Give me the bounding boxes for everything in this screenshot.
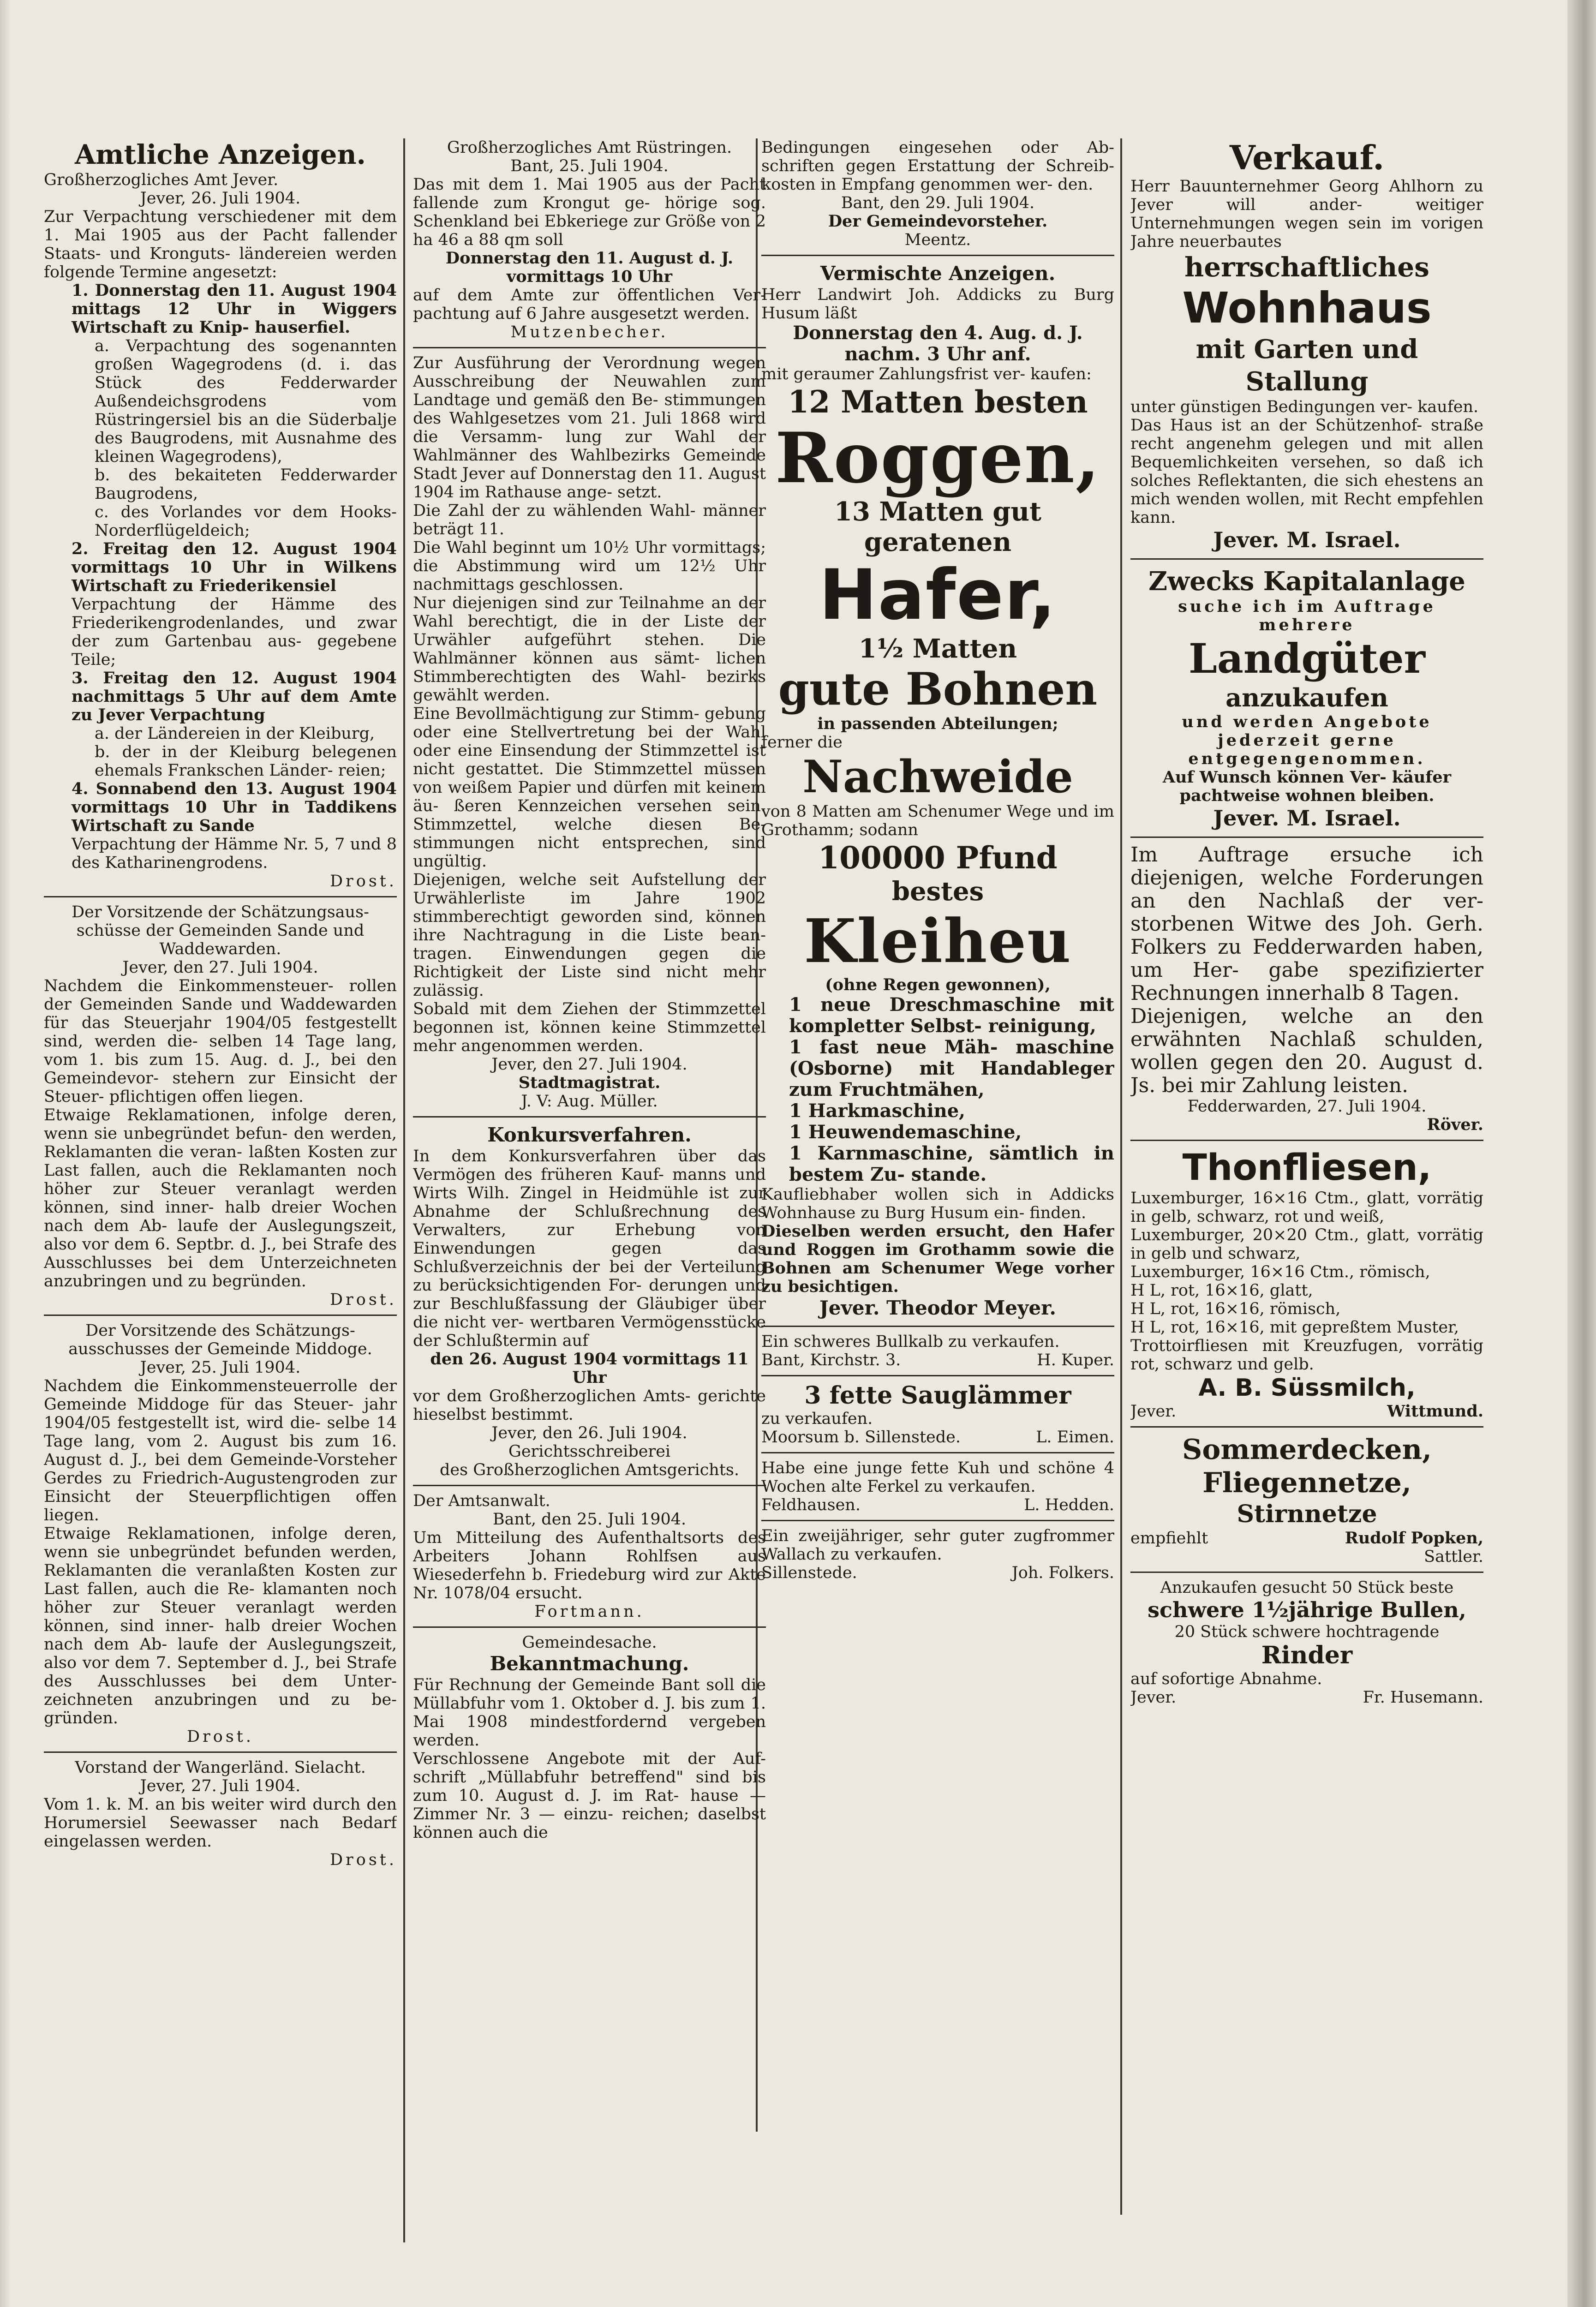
ad-name: Fr. Husemann. — [1363, 1688, 1483, 1707]
section-heading-vermischte: Vermischte Anzeigen. — [820, 262, 1056, 285]
ad-signature: A. B. Süssmilch, — [1198, 1374, 1416, 1402]
ad-text: Luxemburger, 16×16 Ctm., glatt, vorrätig in gelb, schwarz, rot und weiß, — [1130, 1189, 1483, 1226]
notice-header: Gemeindesache. — [522, 1633, 657, 1652]
notice-text: Bedingungen eingesehen oder Ab- schriften gegen Erstattung der Schreib- kosten in Empfang genommen wer- den. — [761, 138, 1114, 194]
divider — [413, 1485, 766, 1486]
divider — [44, 896, 397, 897]
ad-place: Jever. — [1130, 1688, 1177, 1707]
ad-text: Herr Landwirt Joh. Addicks zu Burg Husum läßt — [761, 286, 1114, 323]
notice-text: Diejenigen, welche seit Aufstellung der Urwählerliste im Jahre 1902 stimmberechtigt geworden sind, können ihre Nachtragung in die Liste bean- tragen. Einwendungen gegen die Richtigkeit der Liste sind nicht mehr zulässig. — [413, 871, 766, 1000]
divider — [413, 347, 766, 348]
ad-line: geratenen — [864, 527, 1012, 557]
notice-amtsanwalt — [413, 1492, 766, 1621]
ad-text: Im Auftrage ersuche ich diejenigen, welche Forderungen an den Nachlaß der ver- storbenen Witwe des Joh. Gerh. Folkers zu Fedderwarden haben, um Her- gabe spezifizierter Rechnungen innerhalb 8 Tagen. — [1130, 843, 1483, 1005]
ad-text: Habe eine junge fette Kuh und schöne 4 Wochen alte Ferkel zu verkaufen. — [761, 1459, 1114, 1496]
notice-text: Vom 1. k. M. an bis weiter wird durch den Horumersiel Seewasser nach Bedarf eingelassen werden. — [44, 1795, 397, 1851]
notice-header: Vorstand der Wangerländ. Sielacht. — [75, 1758, 366, 1777]
ad-bullkalb — [761, 1333, 1114, 1369]
notice-signature: Drost. — [329, 872, 397, 891]
notice-signature: Gerichtsschreiberei — [508, 1442, 671, 1461]
notice-text: Nachdem die Einkommensteuerrolle der Gemeinde Middoge für das Steuer- jahr 1904/05 festgestellt ist, wird die- selbe 14 Tage lang, vom 2. August bis zum 16. August d. J., bei dem Gemeinde-Vorsteher Gerdes zu Friedrich-Augustengroden zur Einsicht der Steuerpflichtigen offen liegen. — [44, 1377, 397, 1524]
notice-subitem: c. des Vorlandes vor dem Hooks-Norderflügeldeich; — [95, 503, 397, 540]
notice-continued — [761, 138, 1114, 249]
column-rule-3 — [1120, 138, 1122, 2215]
notice-text: Nachdem die Einkommensteuer- rollen der Gemeinden Sande und Waddewarden für das Steuerjahr 1904/05 festgestellt sind, werden die- selben 14 Tage lang, vom 1. bis zum 15. Aug. d. J., bei den Gemeindevor- stehern zur Einsicht der Steuer- pflichtigen offen liegen. — [44, 977, 397, 1106]
ad-item: 1 Harkmaschine, — [789, 1100, 966, 1122]
page-left-edge — [0, 0, 10, 2307]
ad-heading: Verkauf. — [1229, 138, 1385, 177]
ad-signature-row — [761, 1564, 1114, 1582]
notice-subitem: a. der Ländereien in der Kleiburg, — [95, 724, 375, 743]
ad-line: Fliegennetze, — [1202, 1467, 1411, 1499]
notice-signature: Stadtmagistrat. — [518, 1073, 661, 1092]
notice-text: Die Zahl der zu wählenden Wahl- männer beträgt 11. — [413, 502, 766, 538]
ad-line: in passenden Abteilungen; — [817, 714, 1058, 733]
notice-text: Verschlossene Angebote mit der Auf- schrift „Müllabfuhr betreffend" sind bis zum 10. August d. J. im Rat- hause — Zimmer Nr. 3 — einzu- reichen; daselbst können auch die — [413, 1750, 766, 1842]
notice-text: Nur diejenigen sind zur Teilnahme an der Wahl berechtigt, die in der Liste der Urwähler aufgeführt stehen. Die Wahlmänner können aus sämt- lichen Stimmberechtigten des Wahl- bezirks gewählt werden. — [413, 594, 766, 705]
notice-date: Jever, 27. Juli 1904. — [140, 1777, 301, 1795]
notice-heading: Bekanntmachung. — [490, 1652, 689, 1675]
ad-text: 20 Stück schwere hochtragende — [1174, 1623, 1440, 1641]
notice-office: Großherzogliches Amt Jever. — [44, 171, 279, 189]
ad-text: unter günstigen Bedingungen ver- kaufen. — [1130, 398, 1479, 416]
ad-signature-row — [1130, 1688, 1483, 1707]
notice-item-2: 2. Freitag den 12. August 1904 vormittags 10 Uhr in Wilkens Wirtschaft zu Friederikensiel — [72, 539, 397, 595]
notice-signature: Der Gemeindevorsteher. — [828, 212, 1048, 231]
ad-line: Sommerdecken, — [1182, 1434, 1432, 1466]
ad-text: Ein schweres Bullkalb zu verkaufen. — [761, 1333, 1060, 1351]
ad-signature-row — [1130, 1402, 1483, 1421]
ad-text: Das Haus ist an der Schützenhof- straße recht angenehm gelegen und mit allen Bequemlichkeiten versehen, so daß ich solches Reflektanten, die sich ehestens an mich wenden wollen, mit Recht empfehlen kann. — [1130, 416, 1483, 527]
ad-place: Jever. — [1130, 1402, 1177, 1421]
ad-heading: Zwecks Kapitalanlage — [1148, 566, 1465, 597]
divider — [413, 1626, 766, 1628]
notice-signature: Drost. — [329, 1851, 397, 1869]
ad-line: 12 Matten besten — [788, 384, 1088, 420]
notice-signature: J. V: Aug. Müller. — [521, 1092, 658, 1111]
ad-place: Moorsum b. Sillenstede. — [761, 1428, 961, 1446]
ad-popken — [1130, 1433, 1483, 1566]
notice-header: Großherzogliches Amt Rüstringen. — [447, 138, 732, 157]
ad-display-roggen: Roggen, — [775, 418, 1101, 499]
ad-text: Luxemburger, 20×20 Ctm., glatt, vorrätig in gelb und schwarz, — [1130, 1226, 1483, 1263]
ad-line: herrschaftliches — [1184, 251, 1429, 283]
notice-date: Jever, den 27. Juli 1904. — [491, 1055, 687, 1074]
notice-item-1: 1. Donnerstag den 11. August 1904 mittags 12 Uhr in Wiggers Wirtschaft zu Knip- hauserfiel. — [72, 281, 397, 337]
notice-header: Der Vorsitzende des Schätzungs- ausschusses der Gemeinde Middoge. — [68, 1321, 372, 1358]
ad-place: Sillenstede. — [761, 1564, 857, 1582]
ad-text: von 8 Matten am Schenumer Wege und im Grothamm; sodann — [761, 802, 1114, 839]
ad-item: 1 neue Dreschmaschine mit kompletter Selbst- reinigung, — [789, 994, 1114, 1037]
notice-date: Bant, den 25. Juli 1904. — [492, 1510, 687, 1529]
notice-signature: Drost. — [186, 1727, 254, 1746]
ad-thonfliesen — [1130, 1147, 1483, 1421]
notice-item-3: 3. Freitag den 12. August 1904 nachmittags 5 Uhr auf dem Amte zu Jever Verpachtung — [72, 669, 397, 724]
ad-name: L. Eimen. — [1036, 1428, 1114, 1446]
ad-item: 1 Heuwendemaschine, — [789, 1121, 1022, 1143]
ad-item: 1 fast neue Mäh- maschine (Osborne) mit Handableger zum Fruchtmähen, — [789, 1036, 1114, 1100]
ad-heading: Thonfliesen, — [1182, 1147, 1432, 1189]
ad-place: Bant, Kirchstr. 3. — [761, 1351, 901, 1369]
ad-display-landgueter: Landgüter — [1189, 634, 1425, 682]
divider — [761, 1452, 1114, 1453]
notice-amt-jever — [44, 171, 397, 891]
ad-text: H L, rot, 16×16, glatt, — [1130, 1281, 1313, 1300]
ad-name: H. Kuper. — [1037, 1351, 1114, 1369]
notice-header: Der Amtsanwalt. — [413, 1492, 550, 1510]
notice-text: vor dem Großherzoglichen Amts- gerichte hieselbst bestimmt. — [413, 1387, 766, 1424]
ad-line: suche ich im Auftrage mehrere — [1178, 597, 1436, 634]
ad-text: Anzukaufen gesucht 50 Stück beste — [1160, 1578, 1454, 1597]
section-heading-amtliche: Amtliche Anzeigen. — [75, 139, 366, 170]
divider — [44, 1751, 397, 1753]
ad-signature-row — [761, 1496, 1114, 1514]
notice-date: Jever, den 27. Juli 1904. — [122, 958, 318, 977]
ad-date: Fedderwarden, 27. Juli 1904. — [1187, 1097, 1427, 1116]
ad-kapitalanlage — [1130, 565, 1483, 831]
notice-konkurs — [413, 1123, 766, 1479]
notice-signature: Fortmann. — [534, 1602, 645, 1621]
notice-text: Für Rechnung der Gemeinde Bant soll die Müllabfuhr vom 1. Oktober d. J. bis zum 1. Mai 1908 mindestfordernd vergeben werden. — [413, 1676, 766, 1750]
divider — [1130, 558, 1483, 560]
ad-text: Luxemburger, 16×16 Ctm., römisch, — [1130, 1263, 1430, 1281]
ad-text: empfiehlt — [1130, 1529, 1208, 1548]
ad-signature: Jever. M. Israel. — [1213, 527, 1401, 552]
ad-role: Sattler. — [1424, 1548, 1483, 1566]
divider — [1130, 1572, 1483, 1573]
notice-text: Sobald mit dem Ziehen der Stimmzettel begonnen ist, können keine Stimmzettel mehr angenommen werden. — [413, 1000, 766, 1055]
ad-addicks-auction — [761, 262, 1114, 1320]
divider — [761, 1375, 1114, 1376]
ad-name: Rudolf Popken, — [1345, 1529, 1483, 1548]
ad-line: 1½ Matten — [858, 634, 1017, 664]
notice-text: Um Mitteilung des Aufenthaltsorts des Arbeiters Johann Rohlfsen aus Wiesederfehn b. Friedeburg wird zur Akte Nr. 1078/04 ersucht. — [413, 1529, 766, 1602]
divider — [761, 1520, 1114, 1521]
notice-text: Zur Ausführung der Verordnung wegen Ausschreibung der Neuwahlen zum Landtage und gemäß den Be- stimmungen des Wahlgesetzes vom 21. Juli 1868 wird die Versamm- lung zur Wahl der Wahlmänner des Wahlbezirks Gemeinde Stadt Jever auf Donnerstag den 11. August 1904 im Rathause ange- setzt. — [413, 354, 766, 502]
ad-display-nachweide: Nachweide — [802, 751, 1073, 803]
ad-text: Ein zweijähriger, sehr guter zugfrommer Wallach zu verkaufen. — [761, 1527, 1114, 1564]
notice-subitem: a. Verpachtung des sogenannten großen Wagegrodens (d. i. das Stück des Fedderwarder Außendeichsgrodens vom Rüstringersiel bis an die Süderbalje des Baugrodens, mit Ausnahme des kleinen Wagegrodens), — [95, 337, 397, 466]
ad-nachlass-folkers — [1130, 843, 1483, 1134]
notice-signature: des Großherzoglichen Amtsgerichts. — [440, 1461, 739, 1479]
notice-text: Die Wahl beginnt um 10½ Uhr vormittags; die Abstimmung wird um 12½ Uhr nachmittags geschlossen. — [413, 538, 766, 594]
ad-place: Wittmund. — [1387, 1402, 1483, 1421]
ad-wallach — [761, 1527, 1114, 1582]
notice-text: Zur Verpachtung verschiedener mit dem 1. Mai 1905 aus der Pacht fallender Staats- und Kronguts- ländereien werden folgende Termine angesetzt: — [44, 208, 397, 281]
notice-gemeindesache — [413, 1633, 766, 1842]
notice-subitem: b. des bekaiteten Fedderwarder Baugrodens, — [95, 466, 397, 503]
notice-heading: Konkursverfahren. — [487, 1124, 692, 1146]
notice-text: auf dem Amte zur öffentlichen Ver- pachtung auf 6 Jahre ausgesetzt werden. — [413, 286, 766, 323]
ad-line: Auf Wunsch können Ver- käufer pachtweise wohnen bleiben. — [1162, 768, 1452, 805]
divider — [44, 1315, 397, 1316]
ad-kuh-ferkel — [761, 1459, 1114, 1514]
notice-subitem: Verpachtung der Hämme des Friederikengrodenlandes, und zwar der zum Gartenbau aus- gegebene Teile; — [72, 595, 397, 669]
ad-heading: 3 fette Sauglämmer — [804, 1381, 1071, 1410]
column-2 — [413, 138, 766, 2242]
ad-text: H L, rot, 16×16, römisch, — [1130, 1300, 1341, 1318]
ad-text: zu verkaufen. — [761, 1410, 873, 1428]
notice-date: Bant, 25. Juli 1904. — [510, 157, 669, 175]
notice-sielacht — [44, 1758, 397, 1869]
notice-text: In dem Konkursverfahren über das Vermögen des früheren Kauf- manns und Wirts Wilh. Zingel in Heidmühle ist zur Abnahme der Schlußrechnung des Verwalters, zur Erhebung von Einwendungen gegen das Schlußverzeichnis der bei der Verteilung zu berücksichtigenden For- derungen und zur Beschlußfassung der Gläubiger über die nicht ver- wertbaren Vermögensstücke der Schlußtermin auf — [413, 1147, 766, 1350]
ad-text: Dieselben werden ersucht, den Hafer und Roggen im Grothamm sowie die Bohnen am Schenumer Wege vorher zu besichtigen. — [761, 1222, 1114, 1296]
ad-line: 13 Matten gut — [834, 496, 1041, 527]
ad-line: (ohne Regen gewonnen), — [825, 975, 1051, 994]
notice-text: Etwaige Reklamationen, infolge deren, wenn sie unbegründet befun- den werden, Reklamanten die veran- laßten Kosten zur Last fallen, auch die Reklamanten noch höher zur Steuer veranlagt werden können, sind inner- halb dreier Wochen nach dem Ab- laufe der Auslegungszeit, also vor dem 6. Septbr. d. J., bei Strafe des Ausschlusses bei dem Unterzeichneten anzubringen und zu begründen. — [44, 1106, 397, 1291]
ad-husemann — [1130, 1578, 1483, 1707]
notice-sande-waddewarden — [44, 903, 397, 1309]
page-right-edge — [1567, 0, 1596, 2307]
notice-header: Der Vorsitzende der Schätzungsaus- schüsse der Gemeinden Sande und Waddewarden. — [72, 903, 369, 958]
ad-display-hafer: Hafer, — [819, 555, 1057, 635]
notice-signature: Mutzenbecher. — [510, 323, 669, 341]
ad-signature: Jever. M. Israel. — [1213, 806, 1401, 831]
notice-text: Das mit dem 1. Mai 1905 aus der Pacht fallende zum Krongut ge- hörige sog. Schenkland bei Ebkeriege zur Größe von 2 ha 46 a 88 qm soll — [413, 175, 766, 249]
notice-date: Bant, den 29. Juli 1904. — [841, 194, 1035, 212]
divider — [761, 1326, 1114, 1327]
ad-signature-row — [1130, 1529, 1483, 1548]
ad-line: Rinder — [1261, 1641, 1353, 1669]
divider — [761, 255, 1114, 256]
ad-item: 1 Karnmaschine, sämtlich in bestem Zu- stande. — [789, 1142, 1114, 1185]
ad-text: Diejenigen, welche an den erwähnten Nachlaß schulden, wollen gegen den 20. August d. Js. bei mir Zahlung leisten. — [1130, 1004, 1483, 1097]
notice-bold-date: den 26. August 1904 vormittags 11 Uhr — [430, 1350, 749, 1387]
notice-middoge — [44, 1321, 397, 1746]
ad-text: Trottoirfliesen mit Kreuzfugen, vorrätig rot, schwarz und gelb. — [1130, 1337, 1483, 1374]
ad-display-bohnen: gute Bohnen — [778, 663, 1098, 715]
ad-text: Kaufliebhaber wollen sich in Addicks Wohnhause zu Burg Husum ein- finden. — [761, 1185, 1114, 1222]
ad-line: schwere 1½jährige Bullen, — [1148, 1597, 1466, 1622]
notice-amt-ruestringen — [413, 138, 766, 341]
notice-date: Jever, 26. Juli 1904. — [140, 189, 301, 208]
ad-signature-row — [761, 1428, 1114, 1446]
ad-text: Herr Bauunternehmer Georg Ahlhorn zu Jever will ander- weitiger Unternehmungen wegen sein im vorigen Jahre neuerbautes — [1130, 177, 1483, 251]
column-3 — [761, 138, 1114, 2132]
ad-line: anzukaufen — [1225, 683, 1388, 712]
ad-line: mit Garten und Stallung — [1196, 334, 1418, 397]
notice-signature: Meentz. — [904, 231, 971, 249]
ad-line: 100000 Pfund — [818, 840, 1058, 876]
notice-wahl — [413, 354, 766, 1111]
notice-text: Eine Bevollmächtigung zur Stimm- gebung oder eine Stellvertretung bei der Wahl oder eine Einsendung der Stimmzettel ist nicht gestattet. Die Stimmzettel müssen von weißem Papier und dürfen mit keinem äu- ßeren Kennzeichen versehen sein. Stimmzettel, welche diesen Be- stimmungen nicht entsprechen, sind ungültig. — [413, 705, 766, 871]
ad-name: Joh. Folkers. — [1011, 1564, 1114, 1582]
notice-date: Jever, den 26. Juli 1904. — [491, 1424, 687, 1442]
notice-item-4: 4. Sonnabend den 13. August 1904 vormittags 10 Uhr in Taddikens Wirtschaft zu Sande — [72, 779, 397, 835]
ad-text: mit geraumer Zahlungsfrist ver- kaufen: — [761, 365, 1092, 383]
column-1 — [44, 138, 397, 2261]
ad-signature: Jever. Theodor Meyer. — [819, 1297, 1057, 1319]
notice-date: Jever, 25. Juli 1904. — [140, 1358, 301, 1377]
ad-verkauf-wohnhaus — [1130, 138, 1483, 553]
notice-text: Etwaige Reklamationen, infolge deren, wenn sie unbegründet befunden werden, Reklamanten die veranlaßten Kosten zur Last fallen, auch die Re- klamanten noch höher zur Steuer veranlagt werden können, sind inner- halb dreier Wochen nach dem Ab- laufe der Auslegungszeit, also vor dem 7. September d. J., bei Strafe des Ausschlusses bei dem Unter- zeichneten anzubringen und zu be- gründen. — [44, 1524, 397, 1727]
ad-line: und werden Angebote jederzeit gerne entgegengenommen. — [1182, 712, 1432, 768]
column-rule-1 — [403, 138, 405, 2242]
notice-subitem: Verpachtung der Hämme Nr. 5, 7 und 8 des Katharinengrodens. — [72, 835, 397, 872]
ad-text: auf sofortige Abnahme. — [1130, 1670, 1322, 1688]
divider — [1130, 1426, 1483, 1428]
divider — [1130, 837, 1483, 838]
divider — [413, 1116, 766, 1118]
ad-display-wohnhaus: Wohnhaus — [1182, 283, 1432, 333]
ad-signature: Röver. — [1427, 1115, 1483, 1134]
ad-line: bestes — [891, 876, 984, 907]
notice-bold-date: Donnerstag den 11. August d. J. vormittags 10 Uhr — [445, 249, 734, 286]
ad-text: H L, rot, 16×16, mit gepreßtem Muster, — [1130, 1318, 1459, 1337]
ad-signature-row — [761, 1351, 1114, 1369]
ad-sauglaemmer — [761, 1382, 1114, 1446]
ad-text: ferner die — [761, 733, 843, 752]
divider — [1130, 1140, 1483, 1141]
ad-bold-date: Donnerstag den 4. Aug. d. J. nachm. 3 Uhr anf. — [793, 322, 1083, 365]
column-4 — [1130, 138, 1483, 2215]
ad-line: Stirnnetze — [1237, 1500, 1377, 1528]
ad-name: L. Hedden. — [1024, 1496, 1114, 1514]
ad-display-kleiheu: Kleiheu — [804, 906, 1072, 976]
ad-place: Feldhausen. — [761, 1496, 861, 1514]
notice-signature: Drost. — [329, 1291, 397, 1309]
notice-subitem: b. der in der Kleiburg belegenen ehemals Frankschen Länder- reien; — [95, 743, 397, 780]
